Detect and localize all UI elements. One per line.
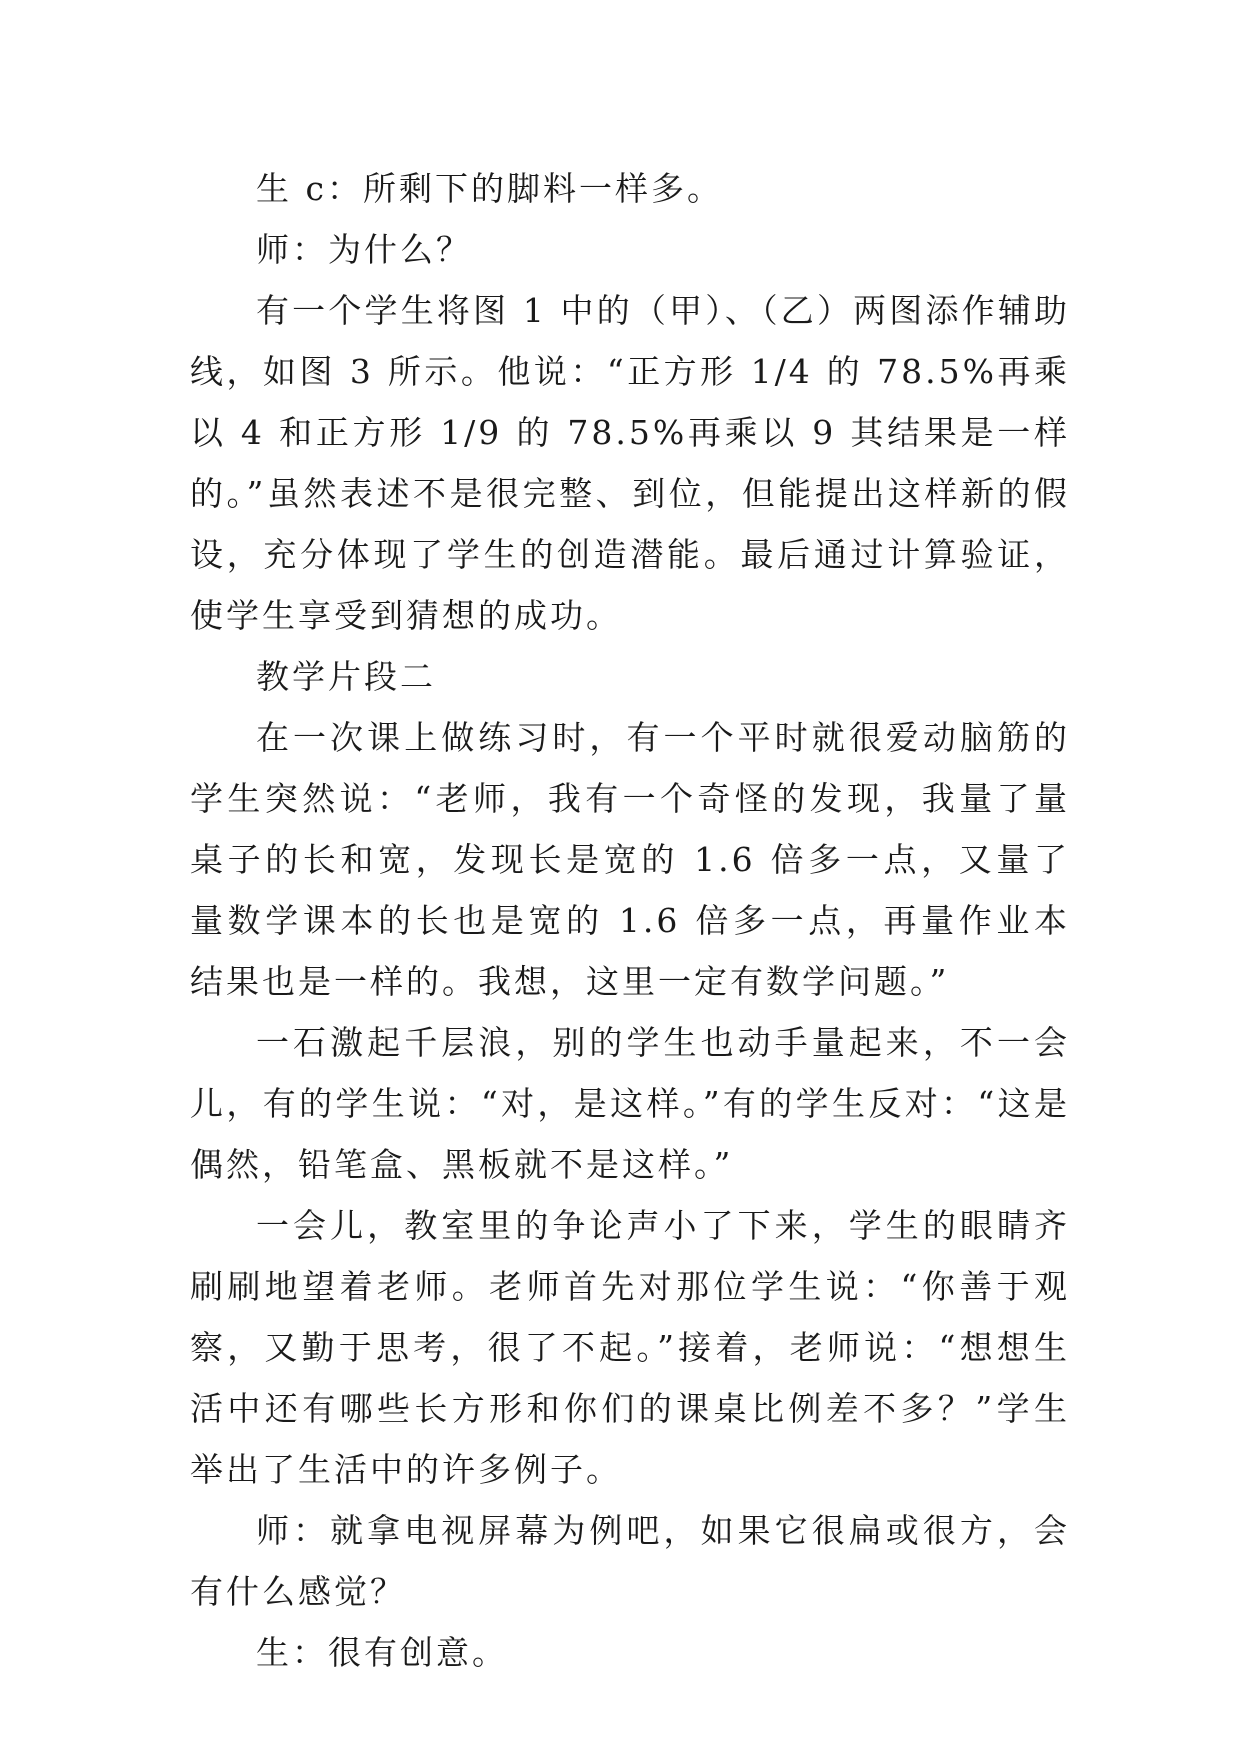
paragraph-teacher-response: 一会儿，教室里的争论声小了下来，学生的眼睛齐刷刷地望着老师。老师首先对那位学生说：“你善于观察，又勤于思考，很了不起。”接着，老师说：“想想生活中还有哪些长方形和你们的课桌比例差不多？”学生举出了生活中的许多例子。 [190, 1206, 1070, 1489]
paragraph-student-c: 生 c：所剩下的脚料一样多。 [256, 169, 723, 208]
paragraph-reactions: 一石激起千层浪，别的学生也动手量起来，不一会儿，有的学生说：“对，是这样。”有的学生反对：“这是偶然，铅笔盒、黑板就不是这样。” [190, 1023, 1070, 1184]
paragraph-student-answer: 生：很有创意。 [256, 1633, 508, 1672]
paragraph-teacher-tv-question: 师：就拿电视屏幕为例吧，如果它很扁或很方，会有什么感觉？ [190, 1511, 1070, 1611]
paragraph-discovery: 在一次课上做练习时，有一个平时就很爱动脑筋的学生突然说：“老师，我有一个奇怪的发现，我量了量桌子的长和宽，发现长是宽的 1.6 倍多一点，又量了量数学课本的长也是宽的 1.6 倍多一点，再量作业本结果也是一样的。我想，这里一定有数学问题。” [190, 718, 1070, 1001]
paragraph-teacher-question: 师：为什么？ [256, 230, 472, 269]
section-heading: 教学片段二 [256, 657, 436, 696]
paragraph-auxiliary-lines: 有一个学生将图 1 中的（甲）、（乙）两图添作辅助线，如图 3 所示。他说：“正方形 1/4 的 78.5%再乘以 4 和正方形 1/9 的 78.5%再乘以 9 其结果是一样的。”虽然表述不是很完整、到位，但能提出这样新的假设，充分体现了学生的创造潜能。最后通过计算验证，使学生享受到猜想的成功。 [190, 291, 1070, 635]
document-body [190, 158, 1070, 1683]
